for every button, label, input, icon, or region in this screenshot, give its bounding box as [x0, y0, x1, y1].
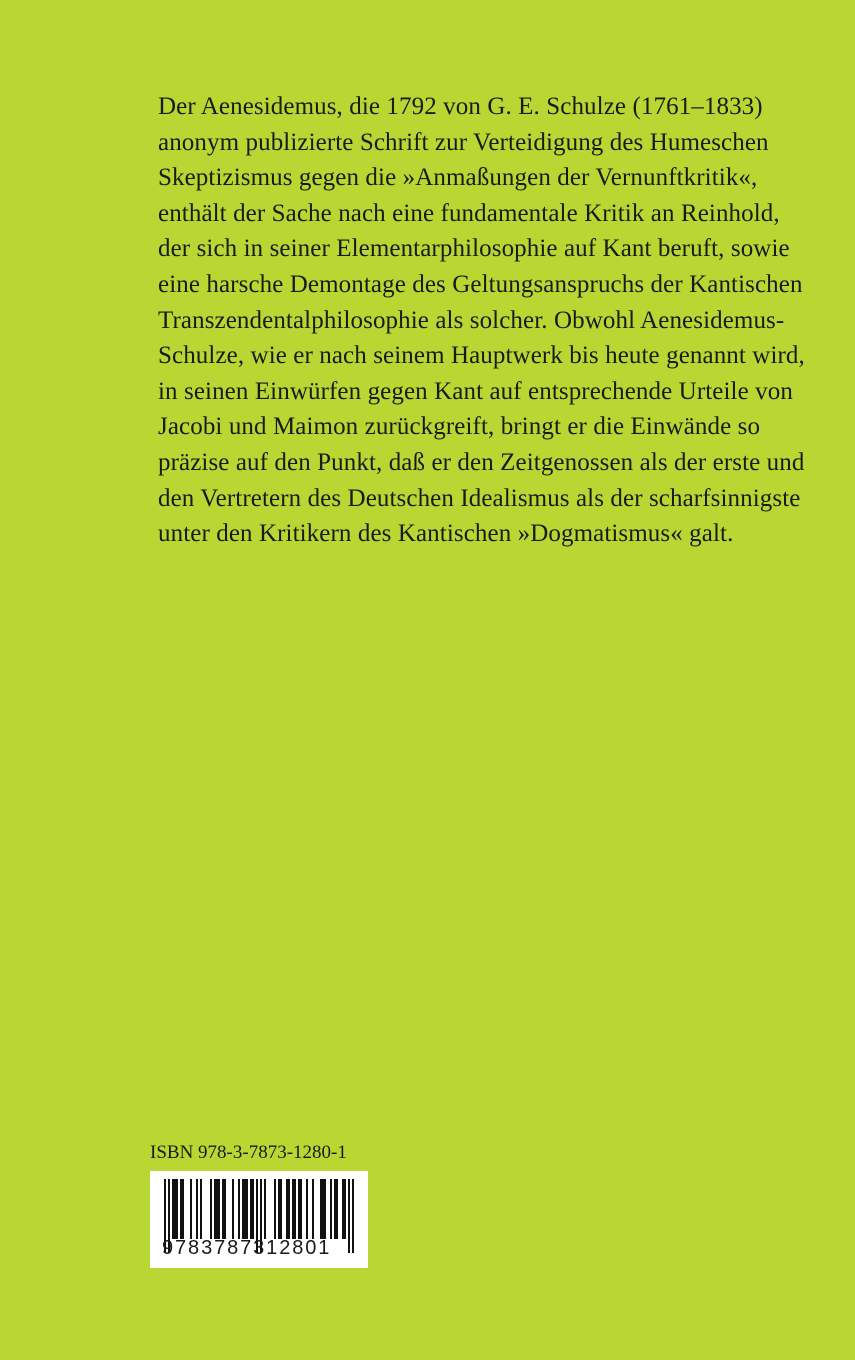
barcode-bar — [242, 1179, 244, 1239]
barcode-bar — [280, 1179, 282, 1239]
barcode-bar — [344, 1179, 346, 1239]
blurb-line: anonym publizierte Schrift zur Verteidigung des Humeschen — [158, 128, 769, 156]
barcode-bar — [298, 1179, 300, 1239]
barcode-bar — [214, 1179, 216, 1239]
blurb-line: enthält der Sache nach eine fundamentale Kritik an Reinhold, — [158, 199, 780, 227]
barcode — [150, 1171, 368, 1268]
barcode-bar — [196, 1179, 198, 1239]
blurb-line: präzise auf den Punkt, daß er den Zeitgenossen als der erste und — [158, 448, 805, 476]
barcode-bar — [300, 1179, 302, 1239]
barcode-bar — [182, 1179, 184, 1239]
barcode-bar — [238, 1179, 240, 1239]
barcode-bar — [174, 1179, 176, 1239]
blurb-line: Transzendentalphilosophie als solcher. Obwohl Aenesidemus- — [158, 306, 785, 334]
barcode-bar — [330, 1179, 332, 1239]
blurb-line: der sich in seiner Elementarphilosophie auf Kant beruft, sowie — [158, 235, 790, 263]
barcode-bar — [200, 1179, 202, 1239]
barcode-bar — [288, 1179, 290, 1239]
isbn-label: ISBN 978-3-7873-1280-1 — [150, 1142, 347, 1163]
barcode-bar — [342, 1179, 344, 1239]
barcode-bar — [278, 1179, 280, 1239]
barcode-bar — [250, 1179, 252, 1239]
barcode-bar — [176, 1179, 178, 1239]
barcode-bar — [180, 1179, 182, 1239]
blurb-line: Schulze, wie er nach seinem Hauptwerk bis heute genannt wird, — [158, 342, 805, 370]
blurb-line: den Vertretern des Deutschen Idealismus als der scharfsinnigste — [158, 484, 801, 512]
barcode-bar — [222, 1179, 224, 1239]
blurb-line: Jacobi und Maimon zurückgreift, bringt er die Einwände so — [158, 413, 761, 441]
barcode-bar — [324, 1179, 326, 1239]
barcode-bar — [190, 1179, 192, 1239]
barcode-bar — [334, 1179, 336, 1239]
barcode-digits: 9783787312801 — [162, 1237, 332, 1259]
barcode-bar — [232, 1179, 234, 1239]
barcode-bar — [336, 1179, 338, 1239]
barcode-bar — [264, 1179, 266, 1239]
barcode-bar — [322, 1179, 324, 1239]
blurb-line: in seinen Einwürfen gegen Kant auf entsprechende Urteile von — [158, 377, 793, 405]
barcode-bar — [172, 1179, 174, 1239]
barcode-bar — [312, 1179, 314, 1239]
barcode-bar — [292, 1179, 294, 1239]
barcode-bar — [286, 1179, 288, 1239]
barcode-bar — [252, 1179, 254, 1239]
barcode-bar — [294, 1179, 296, 1239]
barcode-bar — [210, 1179, 212, 1239]
barcode-bar — [306, 1179, 308, 1239]
barcode-bar — [244, 1179, 246, 1239]
barcode-bar — [224, 1179, 226, 1239]
blurb-line: Skeptizismus gegen die »Anmaßungen der Vernunftkritik«, — [158, 164, 758, 192]
back-cover-blurb — [158, 89, 805, 552]
barcode-bar — [216, 1179, 218, 1239]
blurb-line: Der Aenesidemus, die 1792 von G. E. Schulze (1761–1833) — [158, 93, 763, 120]
barcode-bar — [320, 1179, 322, 1239]
barcode-bar — [218, 1179, 220, 1239]
barcode-bar — [246, 1179, 248, 1239]
blurb-line: eine harsche Demontage des Geltungsanspruchs der Kantischen — [158, 270, 803, 298]
blurb-line: unter den Kritikern des Kantischen »Dogmatismus« galt. — [158, 520, 734, 548]
barcode-bar — [274, 1179, 276, 1239]
